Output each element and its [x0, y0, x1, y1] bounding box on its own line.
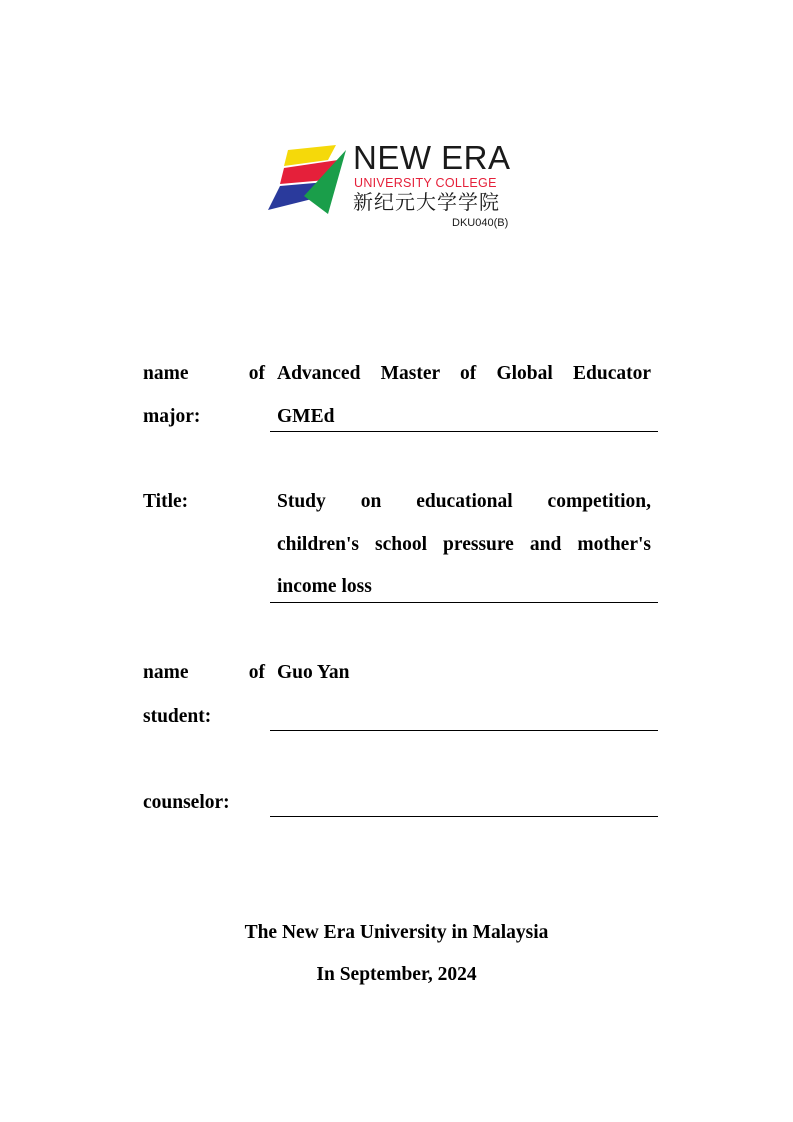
student-label-word-name: name [143, 662, 189, 683]
title-underline [270, 602, 658, 603]
logo-mark-icon [266, 142, 356, 222]
submission-date: In September, 2024 [316, 964, 477, 985]
student-underline [270, 730, 658, 731]
title-value-line1: Study on educational competition, [277, 491, 651, 512]
counselor-underline [270, 816, 658, 817]
major-value-line1: Advanced Master of Global Educator [277, 363, 651, 384]
title-label: Title: [143, 491, 189, 512]
title-value-line3: income loss [277, 576, 372, 597]
student-value: Guo Yan [277, 662, 350, 683]
major-underline [270, 431, 658, 432]
logo-name: NEW ERA [353, 139, 511, 176]
university-logo [266, 139, 526, 234]
counselor-label: counselor: [143, 792, 230, 813]
major-label-word-of: of [248, 363, 265, 384]
major-label-word-name: name [143, 363, 189, 384]
title-value [277, 491, 651, 556]
major-value [277, 363, 651, 385]
student-label-line2: student: [143, 706, 212, 727]
logo-registration-code: DKU040(B) [452, 217, 509, 229]
title-value-line2: children's school pressure and mother's [277, 534, 651, 555]
major-label-line2: major: [143, 406, 201, 427]
major-value-line2: GMEd [277, 406, 335, 427]
student-label-line1 [143, 662, 265, 684]
major-label-line1 [143, 363, 265, 385]
student-label-word-of: of [248, 662, 265, 683]
logo-subtitle: UNIVERSITY COLLEGE [354, 176, 497, 190]
logo-chinese-name: 新纪元大学学院 [353, 192, 500, 214]
institution-name: The New Era University in Malaysia [244, 922, 549, 943]
